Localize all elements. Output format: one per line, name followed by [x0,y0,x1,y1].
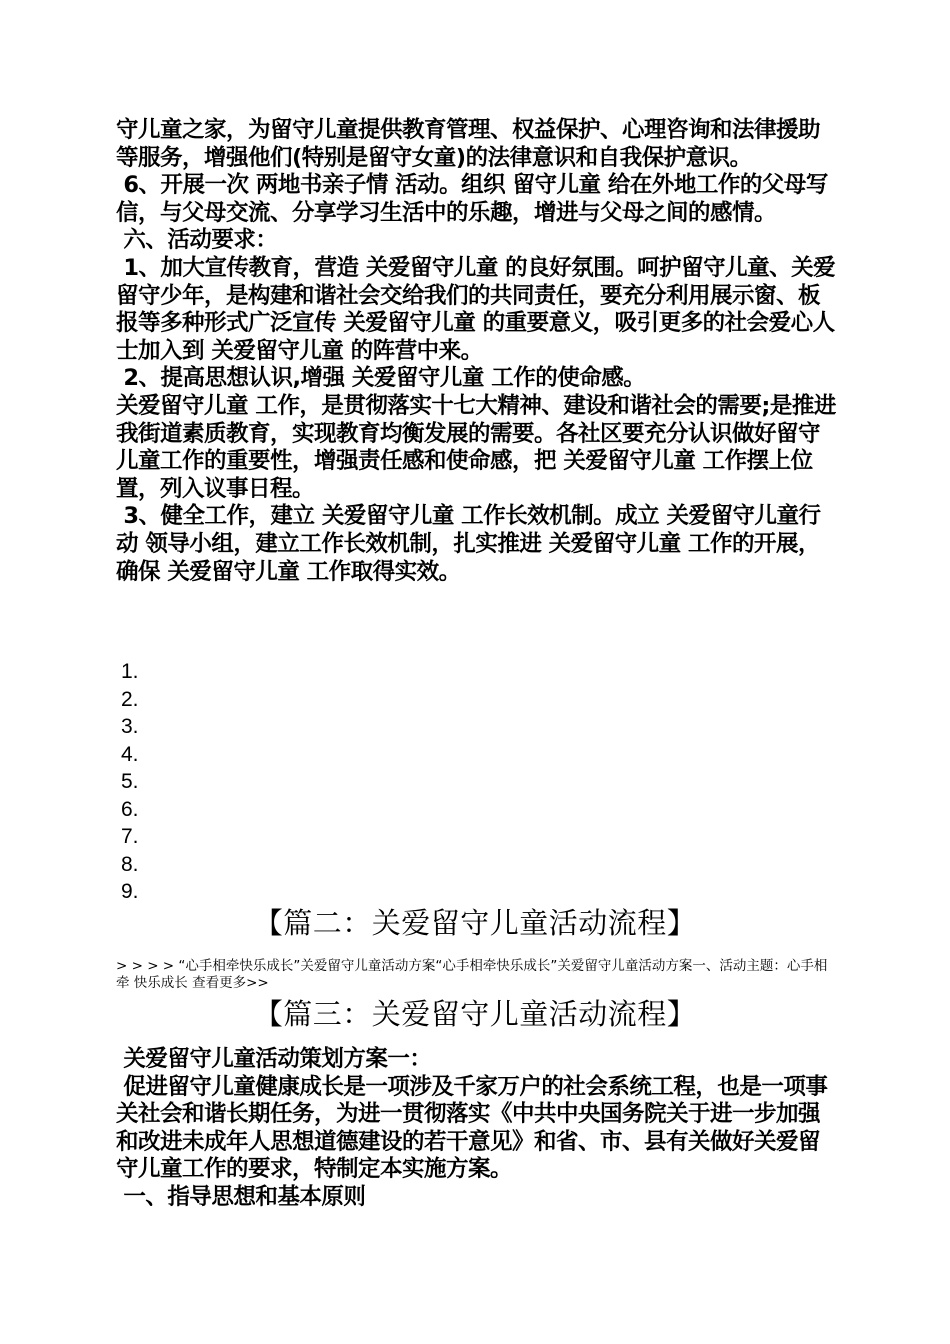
activity-plan-part-3 [116,1046,838,1212]
paragraph-plan-title: 关爱留守儿童活动策划方案一： [116,1046,432,1072]
paragraph-item-6: 6、开展一次 两地书亲子情 活动。组织 留守儿童 给在外地工作的父母写信，与父母交流、分享学习生活中的乐趣，增进与父母之间的感情。 [116,172,828,226]
activity-plan-continued [116,117,838,586]
paragraph-children-home: 守儿童之家，为留守儿童提供教育管理、权益保护、心理咨询和法律援助等服务，增强他们(特别是留守女童)的法律意识和自我保护意识。 [116,117,821,171]
section-heading-part-3: 【篇三：关爱留守儿童活动流程】 [253,997,697,1031]
paragraph-plan-intro: 促进留守儿童健康成长是一项涉及千家万户的社会系统工程，也是一项事关社会和谐长期任务，为进一贯彻落实《中共中央国务院关于进一步加强和改进未成年人思想道德建设的若干意见》和省、市、县有关做好关爱留守儿童工作的要求，特制定本实施方案。 [116,1073,828,1183]
list-item: 1. [121,660,139,683]
list-item: 4. [121,742,139,766]
list-item: 6. [121,797,139,821]
list-item: 2. [121,687,139,711]
list-item: 9. [121,880,139,903]
section-heading-requirements: 六、活动要求： [116,227,278,254]
numbered-list [121,658,139,906]
list-item: 3. [121,715,139,738]
list-item: 8. [121,852,139,876]
paragraph-requirement-1: 1、加大宣传教育，营造 关爱留守儿童 的良好氛围。呵护留守儿童、关爱留守少年，是构建和谐社会交给我们的共同责任，要充分利用展示窗、板报等多种形式广泛宣传 关爱留守儿童 的重要意义，吸引更多的社会爱心人士加入到 关爱留守儿童 的阵营中来。 [116,254,836,364]
section-heading-guiding-principles: 一、指导思想和基本原则 [116,1183,366,1210]
summary-text: > > > > “心手相牵快乐成长”关爱留守儿童活动方案“心手相牵快乐成长”关爱留守儿童活动方案一、活动主题：心手相牵 快乐成长 查看更多>> [116,958,828,991]
list-item: 5. [121,770,139,793]
paragraph-requirement-2-detail: 关爱留守儿童 工作，是贯彻落实十七大精神、建设和谐社会的需要;是推进我街道素质教育，实现教育均衡发展的需要。各社区要充分认识做好留守儿童工作的重要性，增强责任感和使命感，把 关爱留守儿童 工作摆上位置，列入议事日程。 [116,392,836,502]
paragraph-requirement-3: 3、健全工作，建立 关爱留守儿童 工作长效机制。成立 关爱留守儿童行动 领导小组，建立工作长效机制，扎实推进 关爱留守儿童 工作的开展，确保 关爱留守儿童 工作取得实效。 [116,503,821,585]
list-item: 7. [121,825,139,848]
paragraph-requirement-2: 2、提高思想认识,增强 关爱留守儿童 工作的使命感。 [116,365,646,392]
section-heading-part-2: 【篇二：关爱留守儿童活动流程】 [253,906,697,940]
